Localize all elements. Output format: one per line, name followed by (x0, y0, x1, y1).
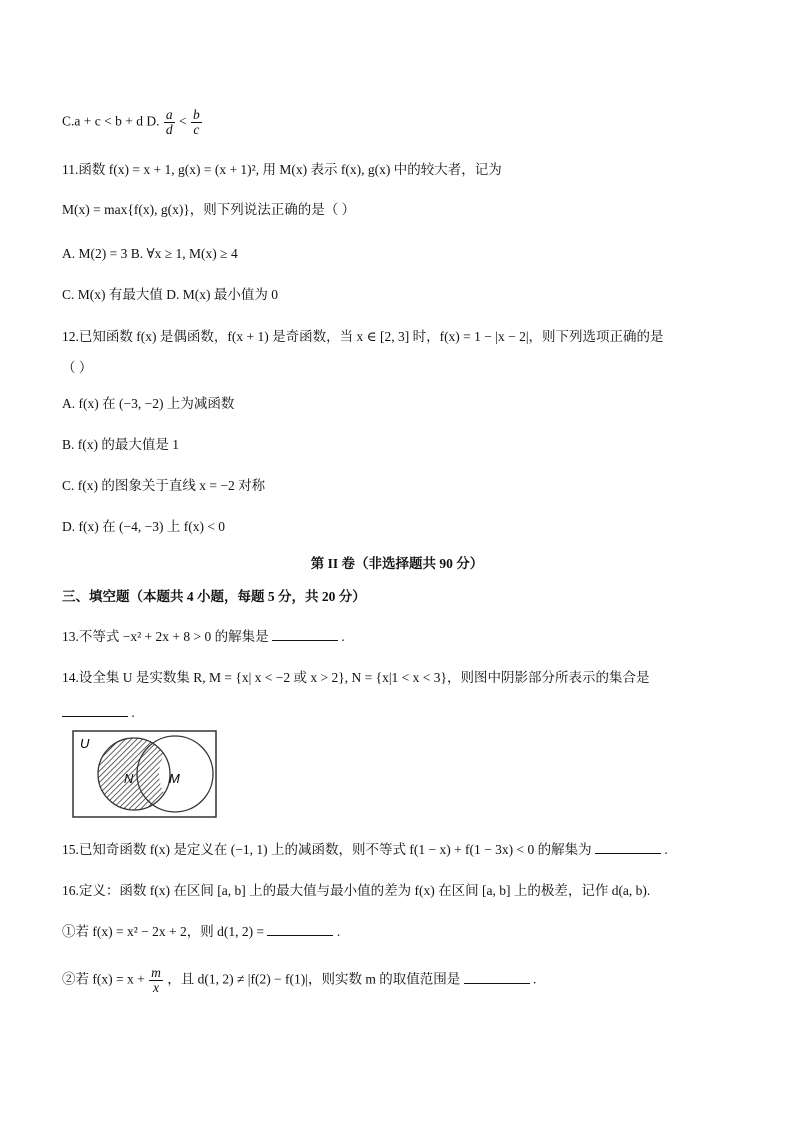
q13-answer-blank (272, 628, 338, 641)
q16-part2: ②若 f(x) = x + $\frac{m}{x}$ ，且 d(1, 2) ≠ |f(2) − f(1)|，则实数 m 的取值范围是 . (62, 965, 537, 995)
q10-d-frac-right: $\frac{b}{c}$ (192, 107, 200, 137)
q16-part1: ①若 f(x) = x² − 2x + 2，则 d(1, 2) = . (62, 924, 341, 939)
q16-part1-text: ①若 f(x) = x² − 2x + 2，则 d(1, 2) = (62, 924, 265, 939)
q10-options-cd (62, 108, 203, 137)
q11-definition: M(x) = max{f(x), g(x)}，则下列说法正确的是（ ） (62, 202, 356, 217)
part2-title: 第 II 卷（非选择题共 90 分） (310, 556, 484, 571)
q10-d-frac-left: $\frac{a}{d}$ (165, 107, 173, 137)
q15: 15.已知奇函数 f(x) 是定义在 (−1, 1) 上的减函数，则不等式 f(1 − x) + f(1 − 3x) < 0 的解集为 . (62, 842, 668, 857)
q12-option-c: C. f(x) 的图象关于直线 x = −2 对称 (62, 478, 266, 493)
q13: 13.不等式 −x² + 2x + 8 > 0 的解集是 . (62, 629, 345, 644)
q14-answer-blank (62, 704, 128, 717)
q14-stem: 14.设全集 U 是实数集 R, M = {x| x < −2 或 x > 2}, N = {x|1 < x < 3}，则图中阴影部分所表示的集合是 (62, 670, 650, 685)
q16-definition: 16.定义：函数 f(x) 在区间 [a, b] 上的最大值与最小值的差为 f(x) 在区间 [a, b] 上的极差，记作 d(a, b). (62, 883, 651, 898)
q12-option-d: D. f(x) 在 (−4, −3) 上 f(x) < 0 (62, 519, 226, 534)
q16-part2-text: ②若 f(x) = x + (62, 971, 145, 987)
section3-title: 三、填空题（本题共 4 小题，每题 5 分，共 20 分） (62, 589, 366, 604)
q11-options-ab: A. M(2) = 3 B. ∀x ≥ 1, M(x) ≥ 4 (62, 246, 238, 261)
q11-stem: 11.函数 f(x) = x + 1, g(x) = (x + 1)², 用 M(x) 表示 f(x), g(x) 中的较大者，记为 (62, 162, 502, 177)
q14-answer-line: . (62, 703, 135, 723)
q12-option-a: A. f(x) 在 (−3, −2) 上为减函数 (62, 396, 235, 411)
q15-text: 15.已知奇函数 f(x) 是定义在 (−1, 1) 上的减函数，则不等式 f(1 − x) + f(1 − 3x) < 0 的解集为 (62, 842, 592, 857)
q12-paren: （ ） (62, 360, 93, 375)
q13-text: 13.不等式 −x² + 2x + 8 > 0 的解集是 (62, 629, 269, 644)
q11-options-cd: C. M(x) 有最大值 D. M(x) 最小值为 0 (62, 287, 278, 302)
q10-d-rel: < (178, 113, 187, 129)
venn-diagram (72, 730, 218, 820)
q12-stem: 12.已知函数 f(x) 是偶函数，f(x + 1) 是奇函数，当 x ∈ [2, 3] 时，f(x) = 1 − |x − 2|，则下列选项正确的是 (62, 329, 664, 344)
q15-answer-blank (595, 841, 661, 854)
q10-options-text: C.a + c < b + d D. (62, 113, 160, 129)
set-m-label: M (169, 771, 180, 786)
set-n-label: N (124, 771, 134, 786)
q16-part1-blank (267, 923, 333, 936)
q16-part2-frac: $\frac{m}{x}$ (151, 965, 161, 995)
q12-option-b: B. f(x) 的最大值是 1 (62, 437, 179, 452)
universe-label: U (80, 736, 90, 751)
q16-part2-blank (464, 971, 530, 984)
